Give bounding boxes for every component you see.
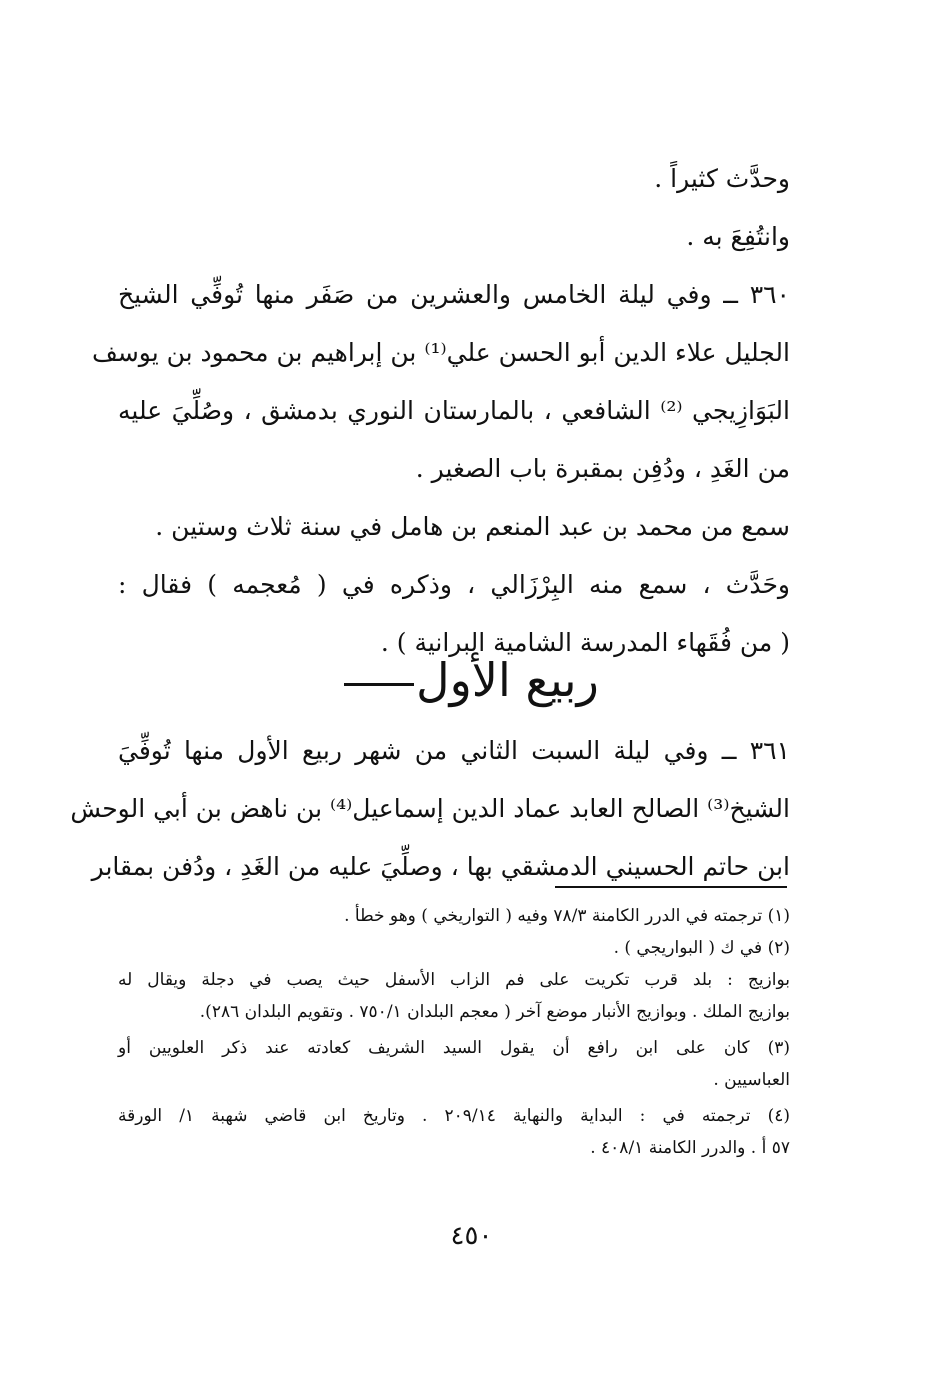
footnote-line: بوازيج : بلد قرب تكريت على فم الزاب الأسفل حيث يصب في دجلة ويقال له — [118, 970, 790, 990]
footnote-line: (٤) ترجمته في : البداية والنهاية ٢٠٩/١٤ . وتاريخ ابن قاضي شهبة ١/ الورقة — [118, 1106, 790, 1126]
footnote-line: (٣) كان على ابن رافع أن يقول السيد الشريف كعادته عند ذكر العلويين أو — [118, 1038, 790, 1058]
text-line: وحَدَّث ، سمع منه البِرْزَالي ، وذكره في ( مُعجمه ) فقال : — [118, 570, 790, 599]
footnote-separator — [555, 886, 787, 888]
footnote-line: بوازيج الملك . وبوازيج الأنبار موضع آخر ( معجم البلدان ٧٥٠/١ . وتقويم البلدان ٢٨٦). — [199, 1002, 790, 1022]
footnote-line: العباسيين . — [713, 1070, 790, 1090]
main-text-block-2 — [70, 722, 790, 896]
text-line: ( من فُقَهاء المدرسة الشامية البرانية ) . — [380, 628, 790, 657]
text-line: من الغَدِ ، ودُفِن بمقبرة باب الصغير . — [415, 454, 790, 483]
section-heading-text: ربيع الأول — [416, 653, 599, 707]
text-line: وانتُفِعَ به . — [686, 222, 790, 251]
section-heading — [300, 640, 643, 720]
entry-360-line: ٣٦٠ ــ وفي ليلة الخامس والعشرين من صَفَر منها تُوفِّي الشيخ — [118, 280, 790, 309]
footnote-line: (٢) في ك ( البواريجي ) . — [613, 938, 790, 958]
text-line: البَوَازِيجي ⁽²⁾ الشافعي ، بالمارستان النوري بدمشق ، وصُلِّيَ عليه — [118, 396, 790, 425]
main-text-block — [91, 150, 790, 672]
footnote-line: ٥٧ أ . والدرر الكامنة ٤٠٨/١ . — [590, 1138, 790, 1158]
entry-361-line: ٣٦١ ــ وفي ليلة السبت الثاني من شهر ربيع الأول منها تُوفِّيَ — [118, 736, 790, 765]
footnote-line: (١) ترجمته في الدرر الكامنة ٧٨/٣ وفيه ( التواريخي ) وهو خطأ . — [344, 906, 790, 926]
text-line: الجليل علاء الدين أبو الحسن علي⁽¹⁾ بن إبراهيم بن محمود بن يوسف — [91, 338, 790, 367]
text-line: وحدَّث كثيراً . — [654, 164, 790, 193]
text-line: ابن حاتم الحسيني الدمشقي بها ، وصلِّيَ عليه من الغَدِ ، ودُفن بمقابر — [91, 852, 790, 881]
footnotes-block — [118, 900, 790, 1164]
text-line: سمع من محمد بن عبد المنعم بن هامل في سنة ثلاث وستين . — [155, 512, 790, 541]
heading-flourish — [344, 683, 414, 686]
text-line: الشيخ⁽³⁾ الصالح العابد عماد الدين إسماعيل⁽⁴⁾ بن ناهض بن أبي الوحش — [70, 794, 790, 823]
page-number: ٤٥٠ — [450, 1221, 493, 1251]
